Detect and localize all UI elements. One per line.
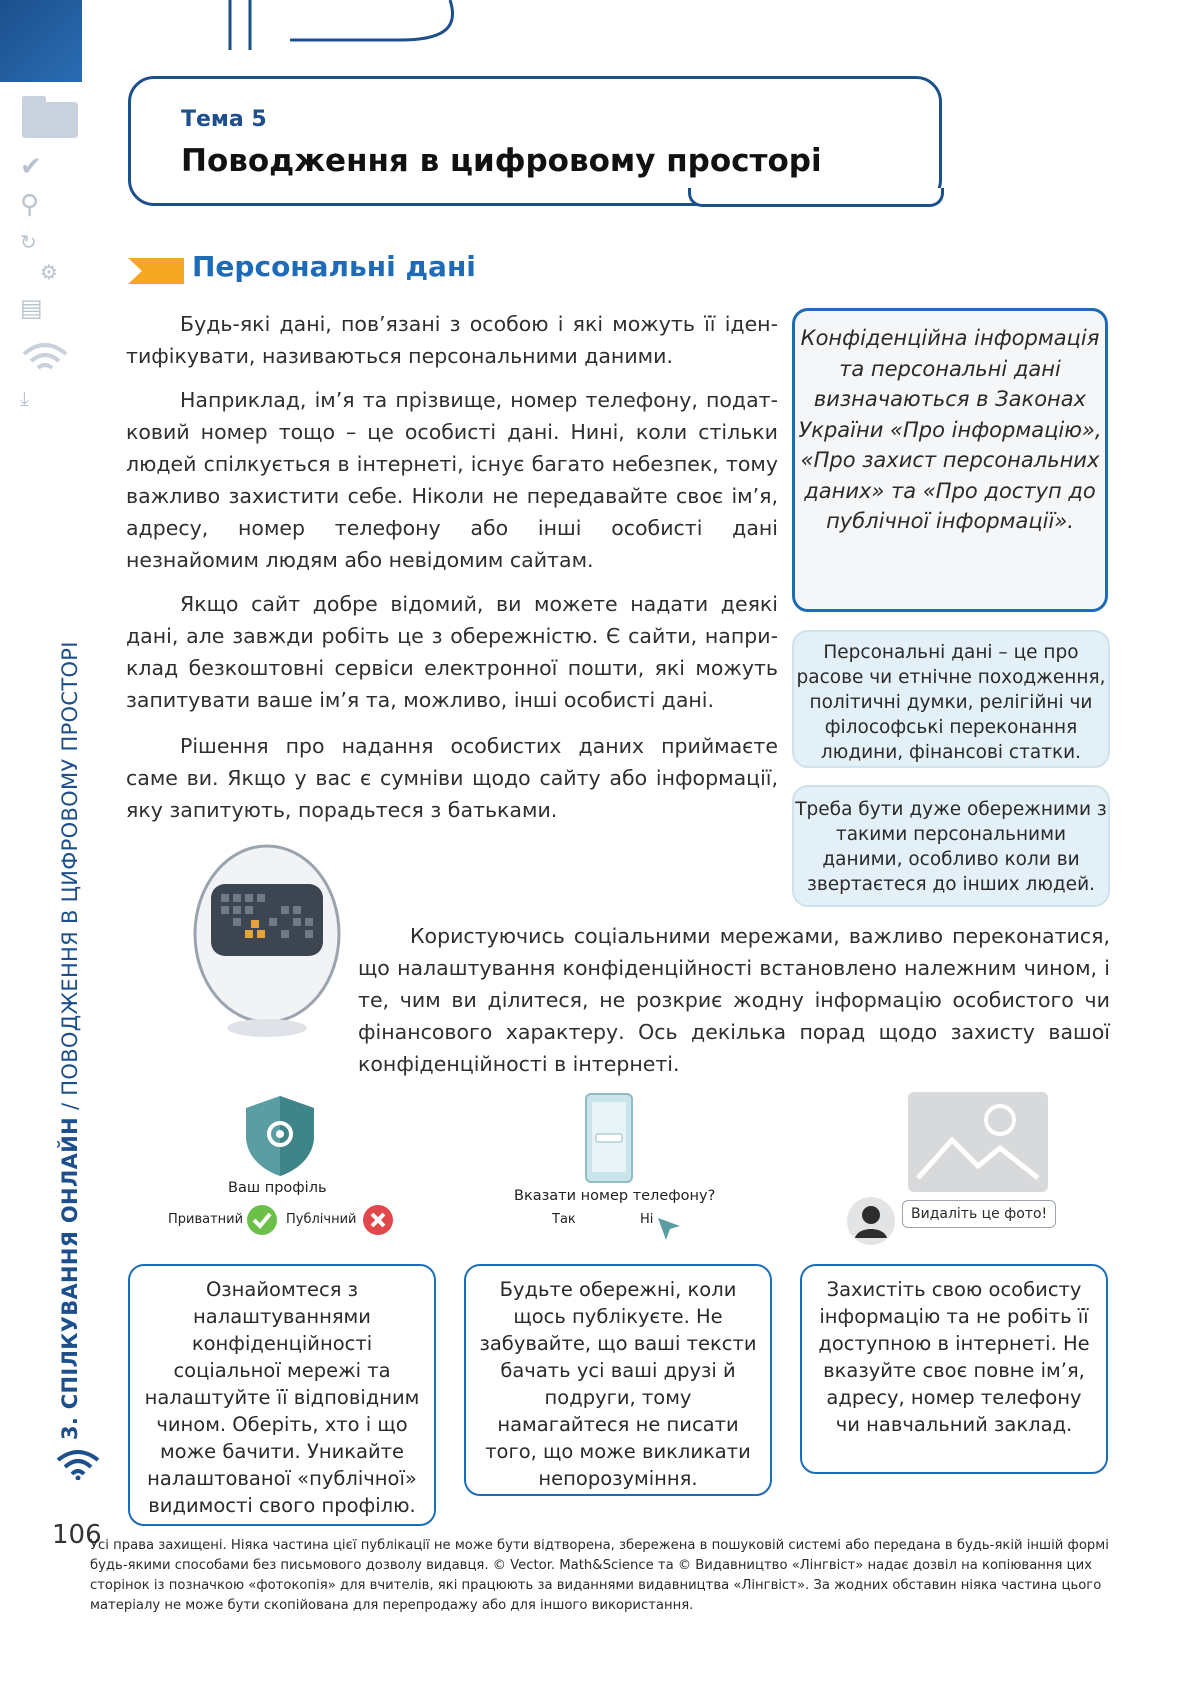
paragraph-2: Наприклад, ім’я та прізвище, номер телефону, подат-ковий номер тощо – це особисті дані. Нині, коли стільки людей спілкується в інтернеті, існує багато небезпек, тому важливо захистити себе. Ніколи не передавайте своє ім’я, адресу, номер телефону або інші особисті дані незнайомим людям або невідомим сайтам.: [126, 388, 778, 572]
refresh-icon: ↻: [20, 230, 37, 254]
cross-circle-icon: [362, 1204, 394, 1236]
info-box-laws: Конфіденційна інформація та персональні дані визначаються в Законах України «Про інформацію», «Про захист персональних даних» та «Про доступ до публічної інформації».: [792, 308, 1108, 612]
copyright-footer: Усі права захищені. Ніяка частина цієї публікації не може бути відтворена, збережена в пошуковій системі або передана в будь-якій іншій формі будь-якими способами без письмового дозволу видавця. © Vector. Math&Science та © Видавництво «Лінгвіст» надає дозвіл на копіювання цих сторінок із позначкою «фотокопія» для вчителів, які працюють за виданнями видавництва «Лінгвіст». За жодних обставин ніяка частина цього матеріалу не може бути скопійована для перепродажу або для іншого використання.: [90, 1538, 1109, 1613]
search-icon: ⚲: [20, 190, 40, 220]
speech-bubble: Видаліть це фото!: [902, 1200, 1056, 1228]
public-option-label: Публічний: [286, 1212, 357, 1227]
tip-box-careful-posting: Будьте обережні, коли щось публікуєте. Не забувайте, що ваші тексти бачать усі ваші друзі й подруги, тому намагайтеся не писати того, що може викликати непорозуміння.: [464, 1264, 772, 1496]
paragraph-5: Користуючись соціальними мережами, важливо переконатися, що налаштування конфіденційності встановлено належним чином, і те, чим ви ділитеся, не розкриє жодну інформацію особистого чи фінансового характеру. Ось декілька порад щодо захисту вашої конфіденційності в інтернеті.: [358, 924, 1110, 1076]
section-title: Персональні дані: [192, 250, 476, 283]
paragraph-3: Якщо сайт добре відомий, ви можете надати деякі дані, але завжди робіть це з обережністю. Є сайти, напри-клад безкоштовні сервіси електронної пошти, які можуть запитувати ваше ім’я та, можливо, інші особисті дані.: [126, 592, 778, 712]
topic-title-box: [128, 76, 942, 206]
info-box-caution: Треба бути дуже обережними з такими персональними даними, особливо коли ви звертаєтеся до інших людей.: [792, 785, 1110, 907]
shield-gear-icon: [244, 1094, 316, 1178]
side-chapter-rest: / ПОВОДЖЕННЯ В ЦИФРОВОМУ ПРОСТОРІ: [58, 641, 82, 1118]
corner-tab: [0, 0, 82, 82]
checkmark-icon: ✔: [20, 152, 42, 182]
phone-icon: [584, 1092, 634, 1184]
paragraph-4: Рішення про надання особистих даних приймаєте саме ви. Якщо у вас є сумніви щодо сайту або інформації, яку запитують, порадьтеся з батьками.: [126, 734, 778, 822]
document-icon: ▤: [20, 294, 43, 322]
wifi-icon: [20, 340, 70, 379]
gear-icon: ⚙: [40, 260, 58, 284]
phone-no-option: Ні: [640, 1212, 654, 1227]
cursor-arrow-icon: [656, 1216, 682, 1242]
tip-box-protect-info: Захистіть свою особисту інформацію та не робіть її доступною в інтернеті. Не вказуйте своє повне ім’я, адресу, номер телефону чи навчальний заклад.: [800, 1264, 1108, 1474]
check-circle-icon: [246, 1204, 278, 1236]
private-option-label: Приватний: [168, 1212, 244, 1227]
top-decoration: [200, 0, 480, 80]
profile-label: Ваш профіль: [228, 1180, 327, 1196]
page-number: 106: [52, 1520, 102, 1550]
page-title: Поводження в цифровому просторі: [181, 143, 822, 179]
download-icon: ⤓: [20, 386, 29, 410]
side-chapter-bold: 3. СПІЛКУВАННЯ ОНЛАЙН: [58, 1117, 82, 1440]
phone-question-label: Вказати номер телефону?: [514, 1188, 716, 1204]
photo-placeholder-icon: [908, 1092, 1048, 1192]
avatar-icon: [846, 1196, 896, 1246]
folder-icon: [20, 94, 80, 145]
robot-illustration: [185, 840, 345, 1040]
tip-box-privacy-settings: Ознайомтеся з налаштуваннями конфіденційності соціальної мережі та налаштуйте її відповідним чином. Оберіть, хто і що може бачити. Уникайте налаштованої «публічної» видимості свого профілю.: [128, 1264, 436, 1526]
info-box-definition: Персональні дані – це про расове чи етнічне походження, політичні думки, релігійні чи філософські переконання людини, фінансові статки.: [792, 630, 1110, 768]
paragraph-1: Будь-які дані, пов’язані з особою і які можуть її іден-тифікувати, називаються персональними даними.: [126, 312, 778, 368]
topic-number: Тема 5: [181, 107, 267, 132]
section-arrow-icon: [128, 258, 184, 284]
side-chapter-title: [58, 641, 82, 1440]
wifi-icon-bottom: [54, 1446, 102, 1485]
phone-yes-option: Так: [552, 1212, 576, 1227]
title-box-notch: [688, 188, 944, 207]
